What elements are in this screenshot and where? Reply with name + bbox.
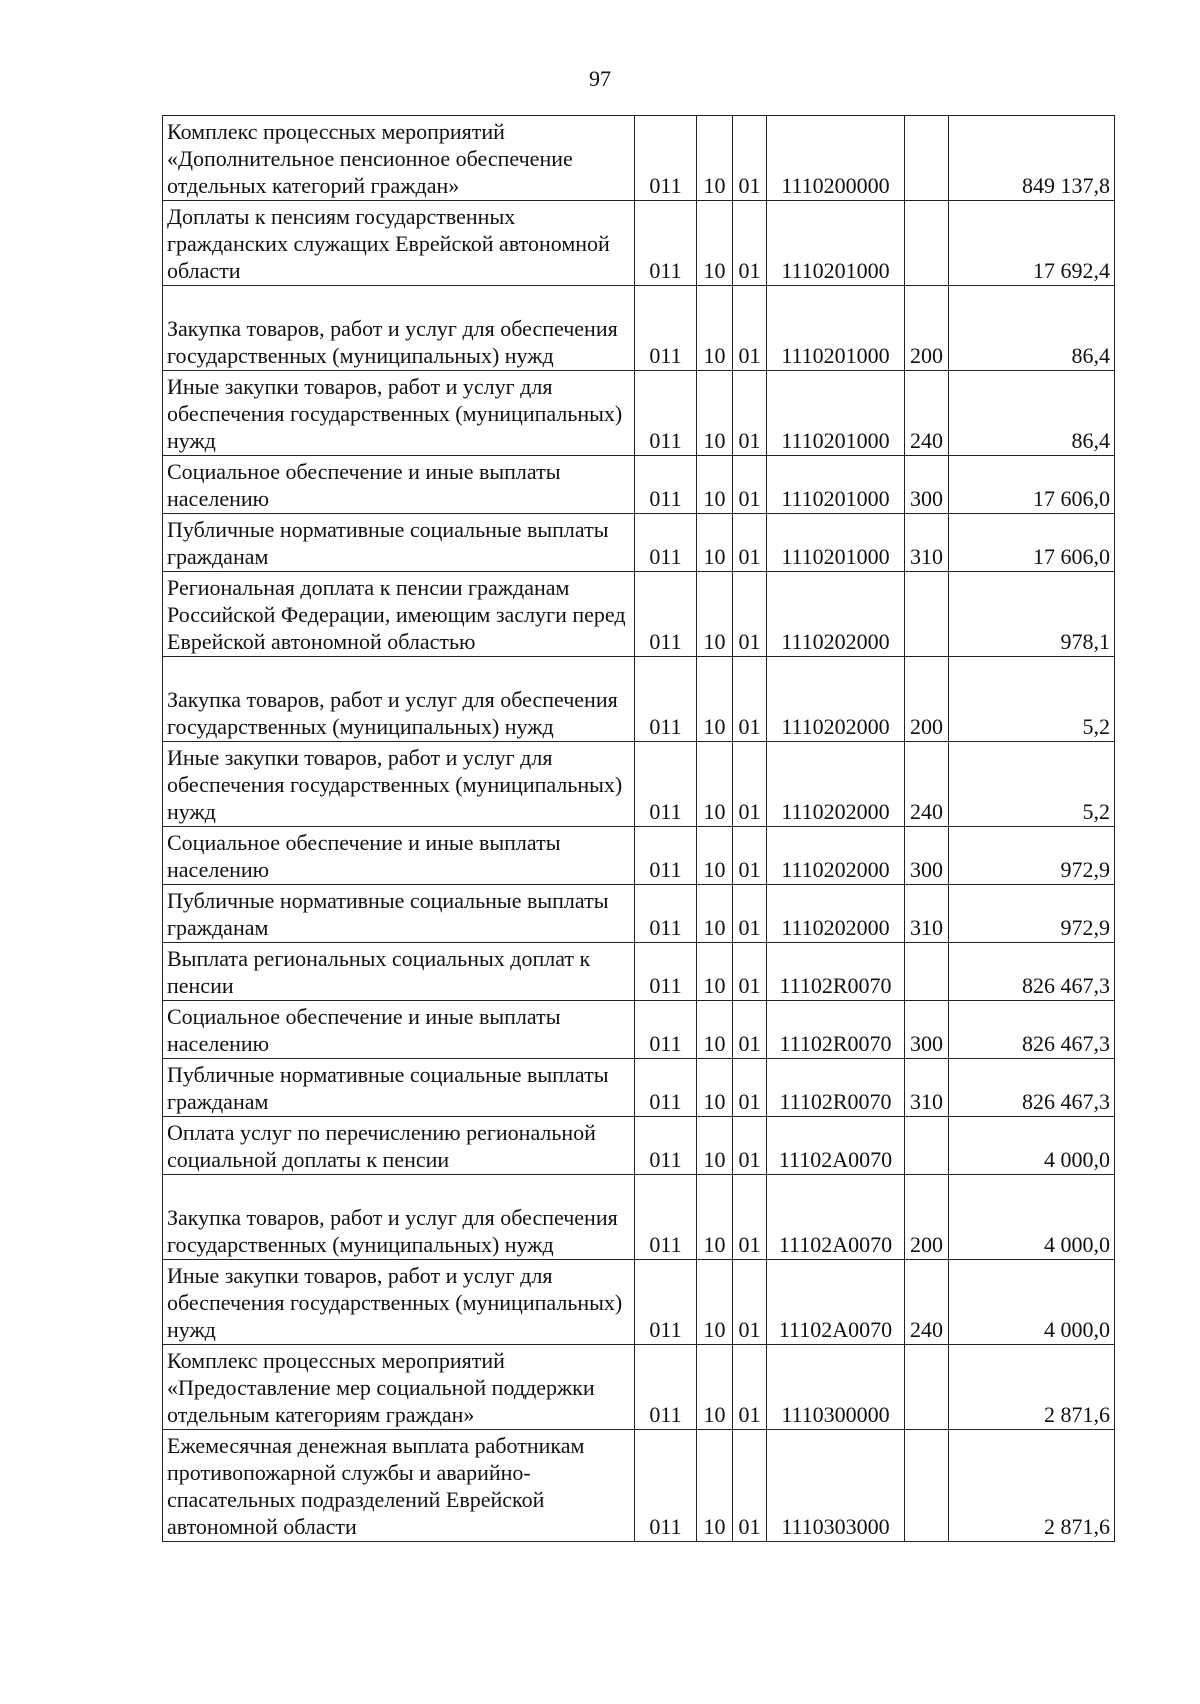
row-target-article-cell: 1110202000	[767, 742, 905, 827]
row-target-article-cell: 11102A0070	[767, 1260, 905, 1345]
row-section-cell: 10	[697, 286, 733, 371]
row-section-cell: 10	[697, 201, 733, 286]
row-subsection-cell: 01	[733, 201, 767, 286]
row-name-cell: Иные закупки товаров, работ и услуг для обеспечения государственных (муниципальных) нужд	[163, 371, 635, 456]
row-grbs-cell: 011	[635, 742, 697, 827]
row-grbs-cell: 011	[635, 201, 697, 286]
row-target-article-cell: 1110300000	[767, 1345, 905, 1430]
table-row	[163, 1260, 1115, 1345]
row-grbs-cell: 011	[635, 514, 697, 572]
table-row	[163, 572, 1115, 657]
row-target-article-cell: 1110201000	[767, 201, 905, 286]
row-target-article-cell: 1110201000	[767, 514, 905, 572]
row-target-article-cell: 1110202000	[767, 827, 905, 885]
row-name-cell: Закупка товаров, работ и услуг для обеспечения государственных (муниципальных) нужд	[163, 286, 635, 371]
budget-table	[162, 115, 1115, 1542]
row-section-cell: 10	[697, 657, 733, 742]
row-target-article-cell: 11102A0070	[767, 1117, 905, 1175]
row-grbs-cell: 011	[635, 1117, 697, 1175]
row-expense-type-cell: 300	[905, 827, 949, 885]
row-sum-cell: 17 606,0	[949, 456, 1115, 514]
row-subsection-cell: 01	[733, 1430, 767, 1542]
row-name-cell: Выплата региональных социальных доплат к пенсии	[163, 943, 635, 1001]
row-name-cell: Публичные нормативные социальные выплаты гражданам	[163, 1059, 635, 1117]
row-grbs-cell: 011	[635, 286, 697, 371]
row-grbs-cell: 011	[635, 1430, 697, 1542]
row-subsection-cell: 01	[733, 943, 767, 1001]
row-section-cell: 10	[697, 827, 733, 885]
table-row	[163, 1001, 1115, 1059]
row-sum-cell: 4 000,0	[949, 1117, 1115, 1175]
row-section-cell: 10	[697, 514, 733, 572]
row-target-article-cell: 1110202000	[767, 885, 905, 943]
row-expense-type-cell	[905, 116, 949, 201]
row-sum-cell: 972,9	[949, 885, 1115, 943]
row-sum-cell: 972,9	[949, 827, 1115, 885]
row-target-article-cell: 11102A0070	[767, 1175, 905, 1260]
row-subsection-cell: 01	[733, 657, 767, 742]
row-expense-type-cell	[905, 943, 949, 1001]
page-number: 97	[589, 66, 611, 91]
row-subsection-cell: 01	[733, 286, 767, 371]
row-subsection-cell: 01	[733, 371, 767, 456]
row-name-cell: Комплекс процессных мероприятий «Предоставление мер социальной поддержки отдельным категориям граждан»	[163, 1345, 635, 1430]
row-expense-type-cell	[905, 1345, 949, 1430]
row-section-cell: 10	[697, 1175, 733, 1260]
row-sum-cell: 5,2	[949, 742, 1115, 827]
row-section-cell: 10	[697, 1001, 733, 1059]
row-target-article-cell: 1110201000	[767, 371, 905, 456]
row-name-cell: Оплата услуг по перечислению региональной социальной доплаты к пенсии	[163, 1117, 635, 1175]
row-name-cell: Социальное обеспечение и иные выплаты населению	[163, 827, 635, 885]
table-row	[163, 827, 1115, 885]
row-section-cell: 10	[697, 1430, 733, 1542]
table-row	[163, 1345, 1115, 1430]
table-row	[163, 1430, 1115, 1542]
row-sum-cell: 2 871,6	[949, 1430, 1115, 1542]
row-name-cell: Социальное обеспечение и иные выплаты населению	[163, 456, 635, 514]
row-name-cell: Ежемесячная денежная выплата работникам противопожарной службы и аварийно-спасательных подразделений Еврейской автономной области	[163, 1430, 635, 1542]
row-expense-type-cell: 310	[905, 1059, 949, 1117]
row-name-cell: Закупка товаров, работ и услуг для обеспечения государственных (муниципальных) нужд	[163, 657, 635, 742]
row-subsection-cell: 01	[733, 572, 767, 657]
row-name-cell: Доплаты к пенсиям государственных гражданских служащих Еврейской автономной области	[163, 201, 635, 286]
row-expense-type-cell: 200	[905, 286, 949, 371]
row-subsection-cell: 01	[733, 456, 767, 514]
row-grbs-cell: 011	[635, 827, 697, 885]
row-subsection-cell: 01	[733, 1059, 767, 1117]
table-row	[163, 943, 1115, 1001]
row-section-cell: 10	[697, 1117, 733, 1175]
row-section-cell: 10	[697, 1345, 733, 1430]
row-sum-cell: 86,4	[949, 371, 1115, 456]
row-target-article-cell: 11102R0070	[767, 943, 905, 1001]
row-grbs-cell: 011	[635, 371, 697, 456]
row-grbs-cell: 011	[635, 885, 697, 943]
row-sum-cell: 978,1	[949, 572, 1115, 657]
row-sum-cell: 826 467,3	[949, 1059, 1115, 1117]
row-grbs-cell: 011	[635, 116, 697, 201]
row-subsection-cell: 01	[733, 1001, 767, 1059]
row-expense-type-cell	[905, 572, 949, 657]
row-name-cell: Публичные нормативные социальные выплаты гражданам	[163, 885, 635, 943]
row-target-article-cell: 1110303000	[767, 1430, 905, 1542]
table-row	[163, 1059, 1115, 1117]
row-sum-cell: 2 871,6	[949, 1345, 1115, 1430]
table-row	[163, 1117, 1115, 1175]
row-sum-cell: 849 137,8	[949, 116, 1115, 201]
table-row	[163, 1175, 1115, 1260]
table-row	[163, 456, 1115, 514]
row-target-article-cell: 1110202000	[767, 572, 905, 657]
row-subsection-cell: 01	[733, 1260, 767, 1345]
row-grbs-cell: 011	[635, 1260, 697, 1345]
row-section-cell: 10	[697, 456, 733, 514]
row-expense-type-cell: 240	[905, 742, 949, 827]
row-section-cell: 10	[697, 116, 733, 201]
row-name-cell: Региональная доплата к пенсии гражданам Российской Федерации, имеющим заслуги перед Еврейской автономной областью	[163, 572, 635, 657]
row-subsection-cell: 01	[733, 742, 767, 827]
row-subsection-cell: 01	[733, 1117, 767, 1175]
row-name-cell: Публичные нормативные социальные выплаты гражданам	[163, 514, 635, 572]
row-sum-cell: 826 467,3	[949, 1001, 1115, 1059]
row-expense-type-cell	[905, 1430, 949, 1542]
row-sum-cell: 826 467,3	[949, 943, 1115, 1001]
table-row	[163, 116, 1115, 201]
row-subsection-cell: 01	[733, 116, 767, 201]
row-subsection-cell: 01	[733, 827, 767, 885]
table-row	[163, 742, 1115, 827]
row-subsection-cell: 01	[733, 1175, 767, 1260]
row-sum-cell: 86,4	[949, 286, 1115, 371]
row-target-article-cell: 1110201000	[767, 286, 905, 371]
table-row	[163, 201, 1115, 286]
row-name-cell: Иные закупки товаров, работ и услуг для обеспечения государственных (муниципальных) нужд	[163, 742, 635, 827]
row-section-cell: 10	[697, 572, 733, 657]
row-target-article-cell: 11102R0070	[767, 1059, 905, 1117]
row-grbs-cell: 011	[635, 943, 697, 1001]
row-name-cell: Комплекс процессных мероприятий «Дополнительное пенсионное обеспечение отдельных категорий граждан»	[163, 116, 635, 201]
row-grbs-cell: 011	[635, 1059, 697, 1117]
row-section-cell: 10	[697, 1260, 733, 1345]
row-name-cell: Социальное обеспечение и иные выплаты населению	[163, 1001, 635, 1059]
row-name-cell: Иные закупки товаров, работ и услуг для обеспечения государственных (муниципальных) нужд	[163, 1260, 635, 1345]
row-section-cell: 10	[697, 885, 733, 943]
row-name-cell: Закупка товаров, работ и услуг для обеспечения государственных (муниципальных) нужд	[163, 1175, 635, 1260]
row-expense-type-cell	[905, 1117, 949, 1175]
row-target-article-cell: 1110201000	[767, 456, 905, 514]
row-target-article-cell: 11102R0070	[767, 1001, 905, 1059]
row-expense-type-cell: 310	[905, 514, 949, 572]
row-expense-type-cell: 300	[905, 1001, 949, 1059]
row-expense-type-cell: 310	[905, 885, 949, 943]
row-sum-cell: 17 692,4	[949, 201, 1115, 286]
table-row	[163, 657, 1115, 742]
row-section-cell: 10	[697, 943, 733, 1001]
row-grbs-cell: 011	[635, 1001, 697, 1059]
row-grbs-cell: 011	[635, 657, 697, 742]
row-subsection-cell: 01	[733, 1345, 767, 1430]
row-section-cell: 10	[697, 1059, 733, 1117]
row-sum-cell: 4 000,0	[949, 1260, 1115, 1345]
row-expense-type-cell: 200	[905, 1175, 949, 1260]
row-grbs-cell: 011	[635, 1345, 697, 1430]
row-target-article-cell: 1110200000	[767, 116, 905, 201]
row-subsection-cell: 01	[733, 514, 767, 572]
table-row	[163, 885, 1115, 943]
row-expense-type-cell: 200	[905, 657, 949, 742]
row-subsection-cell: 01	[733, 885, 767, 943]
table-row	[163, 371, 1115, 456]
row-expense-type-cell: 300	[905, 456, 949, 514]
row-section-cell: 10	[697, 371, 733, 456]
row-sum-cell: 5,2	[949, 657, 1115, 742]
row-sum-cell: 4 000,0	[949, 1175, 1115, 1260]
table-row	[163, 514, 1115, 572]
row-expense-type-cell	[905, 201, 949, 286]
row-expense-type-cell: 240	[905, 1260, 949, 1345]
row-target-article-cell: 1110202000	[767, 657, 905, 742]
row-grbs-cell: 011	[635, 1175, 697, 1260]
row-grbs-cell: 011	[635, 456, 697, 514]
row-section-cell: 10	[697, 742, 733, 827]
table-row	[163, 286, 1115, 371]
row-grbs-cell: 011	[635, 572, 697, 657]
row-sum-cell: 17 606,0	[949, 514, 1115, 572]
table-body	[163, 116, 1115, 1542]
row-expense-type-cell: 240	[905, 371, 949, 456]
